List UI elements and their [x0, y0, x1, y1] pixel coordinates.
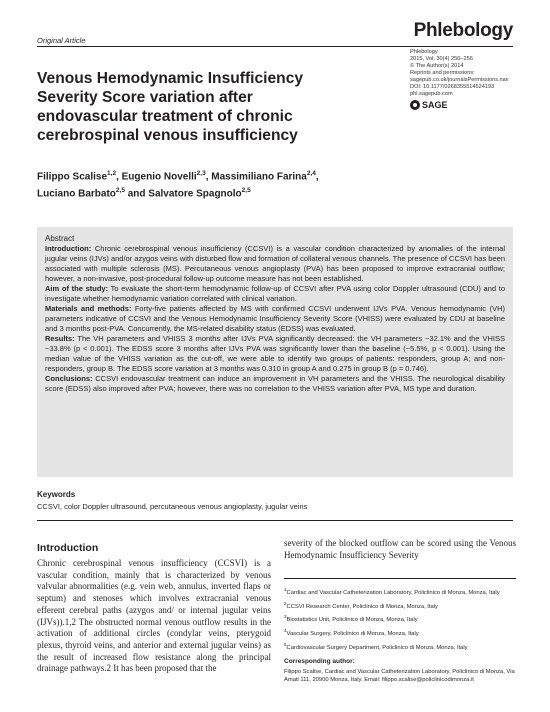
footnote-number: 1	[284, 587, 287, 592]
article-type-label: Original Article	[37, 36, 86, 45]
sage-logo	[410, 100, 525, 110]
abstract-section-text: The VH parameters and VHISS 3 months after IJVs PVA significantly decreased: the VH parameters −32.1% and the VHISS −33.8% (p < 0.001). The EDSS score 3 months after IJVs PVA was significantly lower than the baseline (−5.5%, p < 0.001). Using the median value of the VHISS variation as the cut-off, we were able to identify two groups of patients: responders, group A; and non-responders, group B. The EDSS score variation at 3 months was 0.310 in group A and 0.275 in group B (p = 0.746).	[45, 334, 505, 373]
abstract-box	[37, 227, 513, 477]
journal-name: Phlebology	[413, 20, 513, 41]
author-separator: ,	[116, 171, 122, 183]
footnote-item	[284, 626, 516, 640]
abstract-section-label: Introduction:	[45, 244, 92, 253]
footnote-number: 3	[284, 614, 287, 620]
abstract-section-text: CCSVI endovascular treatment can induce an improvement in VH parameters and the VHISS. The neurological disability score (EDSS) also improved after PVA; however, there was no correlation to the VHISS variation after PVA, MS type and duration.	[45, 374, 505, 393]
footnote-item	[284, 599, 516, 613]
section-rule	[37, 520, 513, 521]
abstract-section-label: Conclusions:	[45, 374, 93, 383]
author-affiliation: 2,4	[306, 170, 316, 177]
author-name: Massimiliano Farina	[211, 171, 307, 183]
author-affiliation: 1,2	[107, 170, 117, 177]
sage-mark-icon	[410, 100, 420, 110]
abstract-section-text: Forty-five patients affected by MS with confirmed CCSVI underwent IJVs PVA. Venous hemodynamic (VH) parameters indicative of CCSVI and the Venous Hemodynamic Insufficiency Severity Score (VHISS) were evaluated by CDU at baseline and 3 months post-PVA. Concurrently, the MS-related disability status (EDSS) was evaluated.	[45, 304, 505, 333]
footnote-number: 5	[284, 641, 287, 647]
meta-copyright: © The Author(s) 2014	[410, 63, 464, 69]
abstract-conclusions	[45, 374, 505, 394]
abstract-section-label: Materials and methods:	[45, 304, 132, 313]
author-name: Luciano Barbato	[37, 188, 116, 200]
footnote-text: Cardiovascular Surgery Department, Policlinico di Monza, Monza, Italy	[286, 644, 468, 651]
footnote-rule	[284, 578, 516, 579]
keywords-text: CCSVI, color Doppler ultrasound, percutaneous venous angioplasty, jugular veins	[37, 502, 308, 511]
footnote-text: Cardiac and Vascular Catheterization Laboratory, Policlinico di Monza, Monza, Italy	[286, 589, 500, 596]
introduction-column-2: severity of the blocked outflow can be scored using the Venous Hemodynamic Insufficiency Severity	[284, 538, 516, 560]
footnote-text: CCSVI Research Center, Policlinico di Monza, Monza, Italy	[286, 603, 438, 610]
abstract-aim	[45, 284, 505, 304]
author-affiliation: 2,5	[241, 187, 251, 195]
footnote-number: 4	[284, 628, 287, 634]
author-separator: ,	[315, 171, 319, 183]
footnote-item	[284, 585, 516, 599]
footnote-item	[284, 612, 516, 626]
footnote-item	[284, 640, 516, 654]
author-affiliation: 2,5	[115, 187, 125, 195]
author-name: Filippo Scalise	[37, 171, 108, 183]
abstract-section-label: Aim of the study:	[45, 284, 109, 293]
author-name: Eugenio Novelli	[121, 171, 197, 183]
sage-logo-text: SAGE	[422, 99, 448, 110]
meta-doi[interactable]: DOI: 10.1177/0268355514524193	[410, 84, 495, 90]
footnote-number: 2	[284, 600, 287, 606]
meta-permissions-link[interactable]: sagepub.co.uk/journalsPermissions.nav	[410, 77, 509, 83]
correspondence-heading: Corresponding author:	[284, 658, 355, 665]
introduction-heading: Introduction	[37, 542, 99, 554]
introduction-column-1: Chronic cerebrospinal venous insufficiency (CCSVI) is a vascular condition, mainly that is characterized by venous valvular abnormalities (e.g. vein web, annulus, inverted flaps or septum) and stenoses which involves extracranial venous efferent cerebral paths (azygos and/ or internal jugular veins (IJVs)).1,2 The obstructed normal venous outflow results in the activation of additional circles (condylar veins, pterygoid plexus, thyroid veins, and anterior and external jugular veins) as the result of increased flow resistance along the principal drainage pathways.2 It has been proposed that the	[37, 558, 271, 674]
abstract-results	[45, 334, 505, 374]
author-name: Salvatore Spagnolo	[148, 188, 242, 200]
article-title: Venous Hemodynamic Insufficiency Severity Score variation after endovascular treatment of chronic cerebrospinal venous insufficiency	[37, 70, 304, 144]
correspondence-text: Filippo Scalise, Cardiac and Vascular Catheterization Laboratory, Policlinico di Monza, Via Amati 111, 20900 Monza, Italy. Email: filippo.scalise@policlinicodimonza.it	[284, 669, 515, 684]
abstract-section-text: Chronic cerebrospinal venous insufficiency (CCSVI) is a vascular condition characterized by anomalies of the internal jugular veins (IJVs) and/or azygos veins with disturbed flow and formation of collateral venous channels. The presence of CCSVI has been associated with multiple sclerosis (MS). Percutaneous venous angioplasty (PVA) has been proposed to improve extracranial outflow; however, a non-invasive, post-procedural follow-up outcome measure has not been established.	[45, 244, 505, 283]
author-affiliation: 2,3	[196, 170, 206, 177]
meta-volume: 2015, Vol. 30(4) 250–256	[410, 56, 473, 62]
abstract-methods	[45, 304, 505, 334]
publication-meta	[410, 49, 525, 110]
abstract-section-text: To evaluate the short-term hemodynamic follow-up of CCSVI after PVA using color Doppler ultrasound (CDU) and to investigate whether hemodynamic variation correlated with clinical variation.	[45, 284, 505, 303]
author-separator: ,	[205, 171, 212, 183]
author-list	[37, 167, 337, 202]
affiliation-footnotes	[284, 585, 516, 654]
author-separator: and	[124, 188, 149, 200]
meta-journal: Phlebology	[410, 49, 438, 55]
meta-reprints: Reprints and permissions:	[410, 70, 475, 76]
abstract-section-label: Results:	[45, 334, 75, 343]
footnote-text: Biostatistics Unit, Policlinico di Monza, Monza, Italy	[286, 617, 418, 624]
meta-site-link[interactable]: phl.sagepub.com	[410, 91, 453, 97]
header-rule	[37, 46, 513, 47]
abstract-heading: Abstract	[45, 234, 75, 243]
abstract-introduction	[45, 244, 505, 284]
footnote-text: Vascular Surgery, Policlinico di Monza, Monza, Italy	[286, 631, 419, 638]
keywords-heading: Keywords	[37, 490, 76, 499]
